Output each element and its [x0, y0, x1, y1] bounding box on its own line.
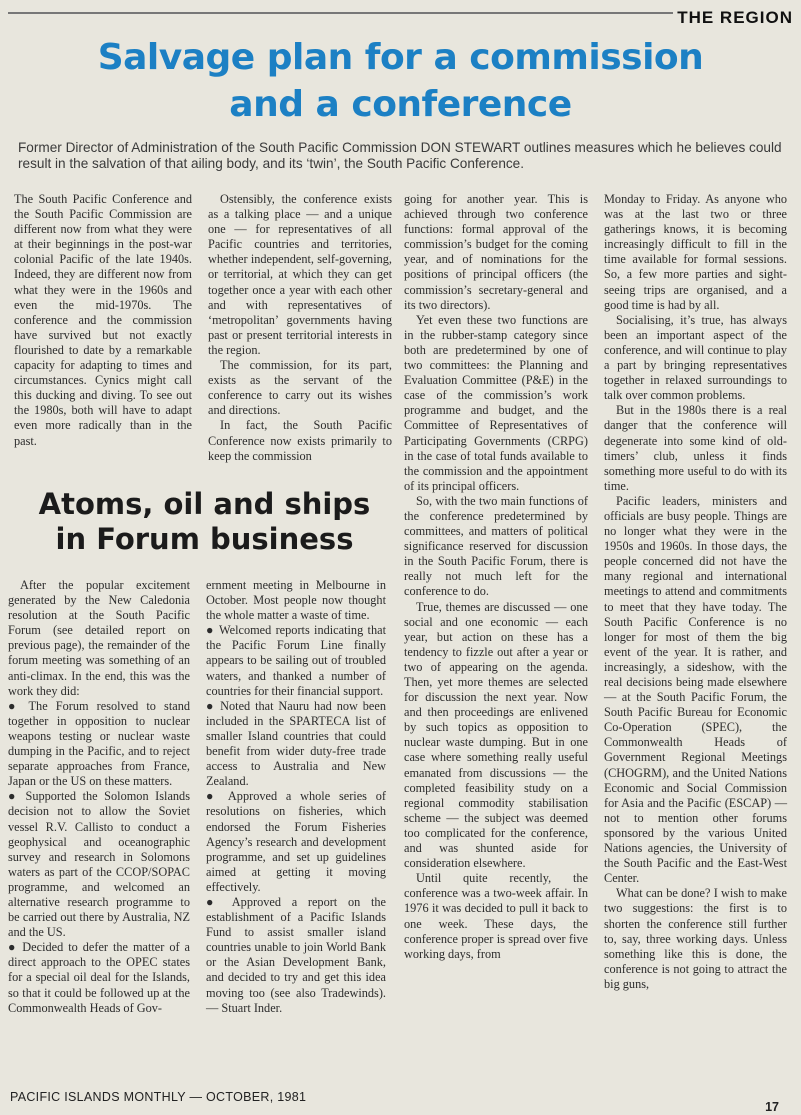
paragraph: The South Pacific Conference and the South Pacific Commission are different now from what they were at their beginnings in the post-war colonial Pacific of the late 1940s. Indeed, they are different now from what they were in the 1960s and even the mid-1970s. The conference and the commission have survived but not exactly flourished to date by a remarkable capacity for adapting to times and circumstances. Cynics might call this ducking and diving. To see out the 1980s, both will have to adapt even more radically than in the past.: [14, 192, 192, 448]
bullet-dot: ●: [206, 623, 219, 638]
paragraph: Pacific leaders, ministers and officials are busy people. Things are no longer what they were in the 1950s and 1960s. In those days, the people concerned did not have the many regional and international meetings to attend and commitments to meet that they have today. The South Pacific Conference is no longer for most of them the big event of the year. It is rather, and increasingly, a sideshow, with the real decisions being made elsewhere — at the South Pacific Forum, the South Pacific Bureau for Economic Co-Operation (SPEC), the Commonwealth Heads of Government Regional Meetings (CHOGRM), and the United Nations Economic and Social Commission for Asia and the Pacific (ESCAP) — not to mention other forums sponsored by the various United Nations agencies, the University of the South Pacific and the East-West Center.: [604, 493, 787, 886]
bullet-item: [8, 699, 190, 790]
intro-standfirst: Former Director of Administration of the South Pacific Commission DON STEWART outlines measures which he believes could result in the salvation of that ailing body, and its ‘twin’, the South Pacific Conference.: [18, 140, 782, 171]
paragraph: Monday to Friday. As anyone who was at the last two or three gatherings knows, it is becoming increasingly difficult to fill in the time available for formal sessions. So, a few more parties and sight-seeing trips are organised, and a good time is had by all.: [604, 192, 787, 312]
subhead-line-2: in Forum business: [55, 522, 354, 556]
paragraph: Until quite recently, the conference was a two-week affair. In 1976 it was decided to pull it back to one week. These days, the conference proper is spread over five working days, from: [404, 871, 588, 961]
bullet-item: [8, 789, 190, 940]
footer-publication: PACIFIC ISLANDS MONTHLY — OCTOBER, 1981: [10, 1090, 307, 1104]
headline: [0, 34, 801, 128]
bullet-text: Welcomed reports indicating that the Pacific Forum Line finally appears to be sailing out of troubled waters, and thanked a number of countries for their financial support.: [206, 623, 386, 698]
paragraph: After the popular excitement generated by the New Caledonia resolution at the South Pacific Forum (see detailed report on previous page), the remainder of the forum meeting was something of an anti-climax. In the end, this was the work they did:: [8, 578, 190, 698]
bullet-dot: ●: [8, 789, 26, 804]
paragraph: But in the 1980s there is a real danger that the conference will degenerate into some kind of old-timers’ club, unless it finds something more useful to do with its time.: [604, 403, 787, 493]
page-number: 17: [765, 1100, 779, 1114]
article-column-3: [404, 192, 588, 962]
paragraph: going for another year. This is achieved through two conference functions: formal approval of the commission’s budget for the coming year, and of nominations for the positions of principal officers (the commission’s secretary-general and its two directors).: [404, 192, 588, 312]
bullet-item: [206, 789, 386, 895]
headline-line-2: and a conference: [229, 84, 572, 125]
bullet-dot: ●: [8, 698, 29, 713]
bullet-text: Approved a whole series of resolutions on fisheries, which endorsed the Forum Fisheries Agency’s research and development programme, and set up guidelines aimed at getting it moving effectively.: [206, 789, 386, 894]
paragraph: ernment meeting in Melbourne in October. Most people now thought the whole matter a waste of time.: [206, 578, 386, 623]
paragraph: In fact, the South Pacific Conference now exists primarily to keep the commission: [208, 418, 392, 463]
article-column-2: [208, 192, 392, 464]
paragraph: True, themes are discussed — one social and one economic — each year, but action on these has a tendency to fizzle out after a year or two of appearing on the agenda. Then, yet more themes are selected for discussion the next year. Now and then proceedings are enlivened by such topics as opposition to nuclear waste dumping. But in one case where something really useful emanated from discussions — the completed feasibility study on a regional commodity stabilisation scheme — the subject was deemed too complicated for the conference, and was shunted aside for consideration elsewhere.: [404, 599, 588, 871]
bullet-item: [206, 895, 386, 1016]
bullet-text: Decided to defer the matter of a direct approach to the OPEC states for a special oil deal for the Islands, so that it could be followed up at the Commonwealth Heads of Gov-: [8, 940, 190, 1015]
bullet-text: Supported the Solomon Islands decision not to allow the Soviet vessel R.V. Callisto to conduct a geophysical and oceanographic survey and research in Solomons waters as part of the CCOP/SOPAC programme, and welcomed an alternative research programme to be carried out there by Australia, NZ and the US.: [8, 789, 190, 940]
paragraph: What can be done? I wish to make two suggestions: the first is to shorten the conference still further to, say, three working days. Unless something like this is done, the conference is not going to attract the big guns,: [604, 886, 787, 991]
paragraph: Yet even these two functions are in the rubber-stamp category since both are predetermined by one of two committees: the Planning and Evaluation Committee (P&E) in the case of the commission’s work programme and budget, and the Committee of Representatives of Participating Governments (CRPG) in the case of total funds available to the commission and the appointment of its principal officers.: [404, 312, 588, 493]
bullet-dot: ●: [206, 789, 228, 804]
forum-column-1: [8, 578, 190, 1016]
bullet-text: Approved a report on the establishment of a Pacific Islands Fund to assist smaller island countries unable to join World Bank or the Asian Development Bank, and decided to try and get this idea moving too (see also Tradewinds). — Stuart Inder.: [206, 894, 386, 1015]
subhead-line-1: Atoms, oil and ships: [38, 487, 371, 521]
article-column-4: [604, 192, 787, 992]
paragraph: Socialising, it’s true, has always been an important aspect of the conference, and will continue to play a part by bringing representatives together in relaxed surroundings to talk over common problems.: [604, 312, 787, 403]
paragraph: Ostensibly, the conference exists as a talking place — and a unique one — for representatives of all Pacific countries and territories, whether independent, self-governing, or territorial, at which they can get together once a year with each other and with representatives of ‘metropolitan’ governments having past or present territorial interests in the region.: [208, 192, 392, 357]
top-rule: [8, 12, 673, 14]
article-column-1: [14, 192, 192, 449]
forum-column-2: [206, 578, 386, 1016]
bullet-dot: ●: [8, 940, 23, 955]
bullet-text: The Forum resolved to stand together in opposition to nuclear weapons testing or nuclear waste dumping in the Pacific, and to reject separate approaches from France, Japan or the US on these matters.: [8, 698, 190, 789]
paragraph: The commission, for its part, exists as the servant of the conference to carry out its wishes and directions.: [208, 358, 392, 418]
bullet-text: Noted that Nauru had now been included in the SPARTECA list of smaller Island countries that could benefit from wider duty-free trade access to Australia and New Zealand.: [206, 698, 386, 789]
bullet-item: [206, 699, 386, 790]
section-label: THE REGION: [677, 8, 793, 27]
subhead: [12, 487, 397, 557]
bullet-item: [206, 623, 386, 698]
bullet-dot: ●: [206, 698, 221, 713]
paragraph: So, with the two main functions of the conference predetermined by committees, and matters of political significance reserved for discussion in the South Pacific Forum, there is really not much left for the conference to do.: [404, 493, 588, 599]
headline-line-1: Salvage plan for a commission: [97, 37, 704, 78]
bullet-dot: ●: [206, 894, 232, 909]
bullet-item: [8, 940, 190, 1015]
